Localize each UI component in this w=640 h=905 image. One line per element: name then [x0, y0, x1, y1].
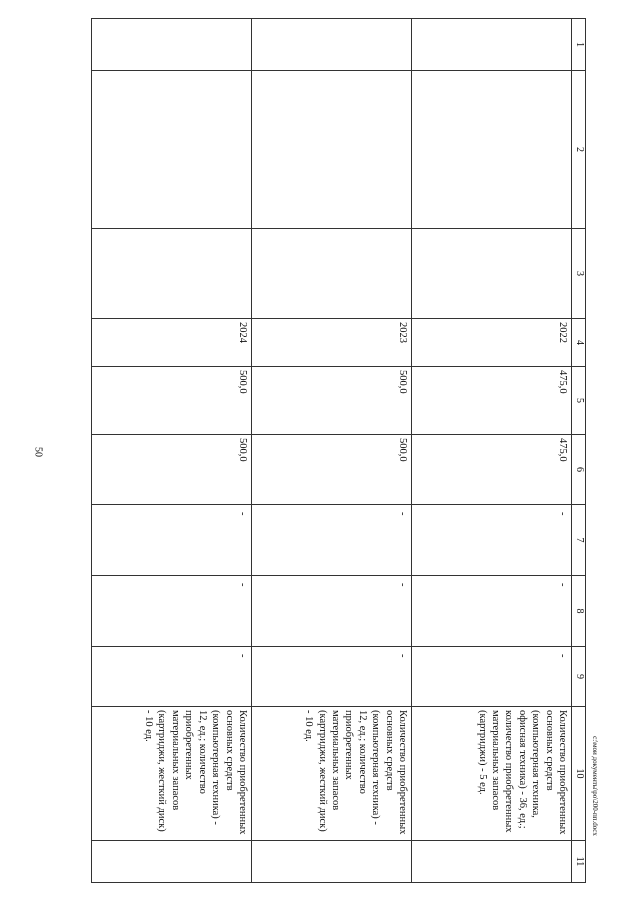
cell-value-7: -	[412, 505, 572, 576]
cell-11	[412, 841, 572, 883]
col-header-8: 8	[572, 576, 586, 647]
cell-11	[92, 841, 252, 883]
col-header-4: 4	[572, 319, 586, 367]
cell-3	[252, 229, 412, 319]
col-header-6: 6	[572, 435, 586, 505]
cell-description: Количество приобретенных основных средств (компьютерная техника, офисная техника) - 36, ед.; количество приобретенных материальных запасов (картриджи) - 5 ед.	[412, 707, 572, 841]
cell-value-5: 500,0	[252, 367, 412, 435]
page-number: 50	[32, 447, 44, 457]
cell-year: 2024	[92, 319, 252, 367]
header-row	[572, 19, 586, 883]
cell-value-8: -	[92, 576, 252, 647]
col-header-7: 7	[572, 505, 586, 576]
cell-value-5: 475,0	[412, 367, 572, 435]
cell-description: Количество приобретенных основных средств (компьютерная техника) - 12, ед.; количество приобретенных материальных запасов (картриджи, жесткий диск) - 10 ед.	[92, 707, 252, 841]
cell-2	[412, 71, 572, 229]
table-row	[412, 19, 572, 883]
cell-3	[412, 229, 572, 319]
cell-1	[252, 19, 412, 71]
cell-value-8: -	[252, 576, 412, 647]
cell-value-9: -	[252, 647, 412, 707]
cell-11	[252, 841, 412, 883]
col-header-9: 9	[572, 647, 586, 707]
col-header-1: 1	[572, 19, 586, 71]
cell-value-9: -	[92, 647, 252, 707]
col-header-5: 5	[572, 367, 586, 435]
cell-year: 2023	[252, 319, 412, 367]
cell-value-6: 500,0	[92, 435, 252, 505]
cell-value-9: -	[412, 647, 572, 707]
cell-value-5: 500,0	[92, 367, 252, 435]
cell-description: Количество приобретенных основных средств (компьютерная техника) - 12, ед.; количество приобретенных материальных запасов (картриджи, жесткий диск) - 10 ед.	[252, 707, 412, 841]
cell-value-6: 500,0	[252, 435, 412, 505]
col-header-10: 10	[572, 707, 586, 841]
cell-value-7: -	[92, 505, 252, 576]
cell-1	[92, 19, 252, 71]
cell-2	[252, 71, 412, 229]
table-row	[92, 19, 252, 883]
cell-value-6: 475,0	[412, 435, 572, 505]
cell-2	[92, 71, 252, 229]
program-table	[91, 18, 586, 883]
col-header-3: 3	[572, 229, 586, 319]
cell-value-8: -	[412, 576, 572, 647]
rotated-table-container	[91, 18, 586, 882]
col-header-2: 2	[572, 71, 586, 229]
cell-1	[412, 19, 572, 71]
footer-file-path: c:\мои документы\ро\200-пп.docx	[591, 736, 599, 836]
table-row	[252, 19, 412, 883]
cell-3	[92, 229, 252, 319]
cell-value-7: -	[252, 505, 412, 576]
col-header-11: 11	[572, 841, 586, 883]
cell-year: 2022	[412, 319, 572, 367]
